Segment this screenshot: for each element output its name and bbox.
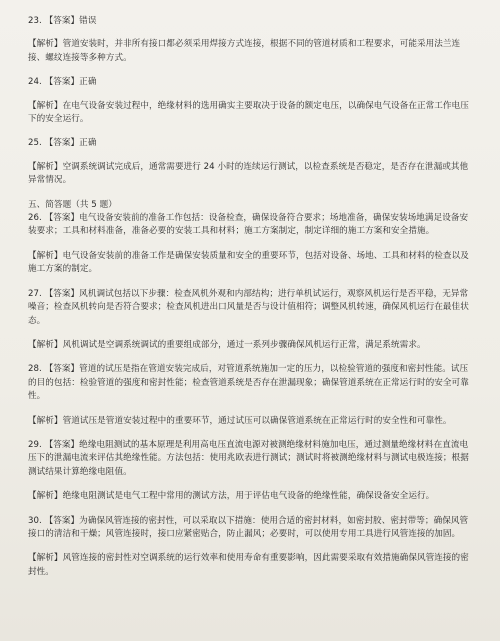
q23-analysis: 【解析】管道安装时，并非所有接口都必须采用焊接方式连接，根据不同的管道材质和工程要求，可能采用法兰连接、螺纹连接等多种方式。 [28, 39, 461, 63]
q26-analysis: 【解析】电气设备安装前的准备工作是确保安装质量和安全的重要环节，包括对设备、场地、工具和材料的检查以及施工方案的制定。 [28, 250, 469, 275]
q24-answer: 24. 【答案】正确 [28, 77, 97, 88]
q26-answer: 26. 【答案】电气设备安装前的准备工作包括：设备检查，确保设备符合要求；场地准备，确保安装场地满足设备安装要求；工具和材料准备，准备必要的安装工具和材料；施工方案制定，制定详细的施工方案和安全措施。 [28, 213, 469, 237]
section-heading: 五、简答题（共 5 题） [28, 199, 117, 210]
q23-answer: 23. 【答案】错误 [28, 16, 97, 26]
q28-answer: 28. 【答案】管道的试压是指在管道安装完成后，对管道系统施加一定的压力，以检验管道的强度和密封性能。试压的目的包括：检验管道的强度和密封性能；检查管道系统是否存在泄漏现象；确保管道系统在正常运行时的安全可靠性。 [28, 364, 469, 402]
q29-analysis: 【解析】绝缘电阻测试是电气工程中常用的测试方法，用于评估电气设备的绝缘性能，确保设备安全运行。 [28, 491, 435, 502]
q28-analysis: 【解析】管道试压是管道安装过程中的重要环节，通过试压可以确保管道系统在正常运行时的安全性和可靠性。 [28, 415, 452, 426]
q24-analysis: 【解析】在电气设备安装过程中，绝缘材料的选用确实主要取决于设备的额定电压，以确保电气设备在正常工作电压下的安全运行。 [28, 100, 469, 125]
q25-analysis: 【解析】空调系统调试完成后，通常需要进行 24 小时的连续运行测试，以检查系统是否稳定，是否存在泄漏或其他异常情况。 [28, 161, 469, 186]
q27-answer: 27. 【答案】风机调试包括以下步骤：检查风机外观和内部结构；进行单机试运行，观察风机运行是否平稳，无异常噪音；检查风机转向是否符合要求；检查风机进出口风量是否与设计值相符；调整风机转速，确保风机运行在最佳状态。 [28, 288, 469, 326]
q30-answer: 30. 【答案】为确保风管连接的密封性，可以采取以下措施：使用合适的密封材料，如密封胶、密封带等；确保风管接口的清洁和干燥；风管连接时，接口应紧密贴合，防止漏风；必要时，可以使用专用工具进行风管连接的加固。 [28, 515, 469, 539]
q29-answer: 29. 【答案】绝缘电阻测试的基本原理是利用高电压直流电源对被测绝缘材料施加电压，通过测量绝缘材料在直流电压下的泄漏电流来评估其绝缘性能。方法包括：使用兆欧表进行测试；测试时将被测绝缘材料与测试电极连接；根据测试结果计算绝缘电阻值。 [28, 439, 469, 477]
q30-analysis: 【解析】风管连接的密封性对空调系统的运行效率和使用寿命有重要影响，因此需要采取有效措施确保风管连接的密封性。 [28, 553, 469, 577]
q27-analysis: 【解析】风机调试是空调系统调试的重要组成部分，通过一系列步骤确保风机运行正常，满足系统需求。 [28, 339, 426, 350]
q25-answer: 25. 【答案】正确 [28, 138, 97, 149]
